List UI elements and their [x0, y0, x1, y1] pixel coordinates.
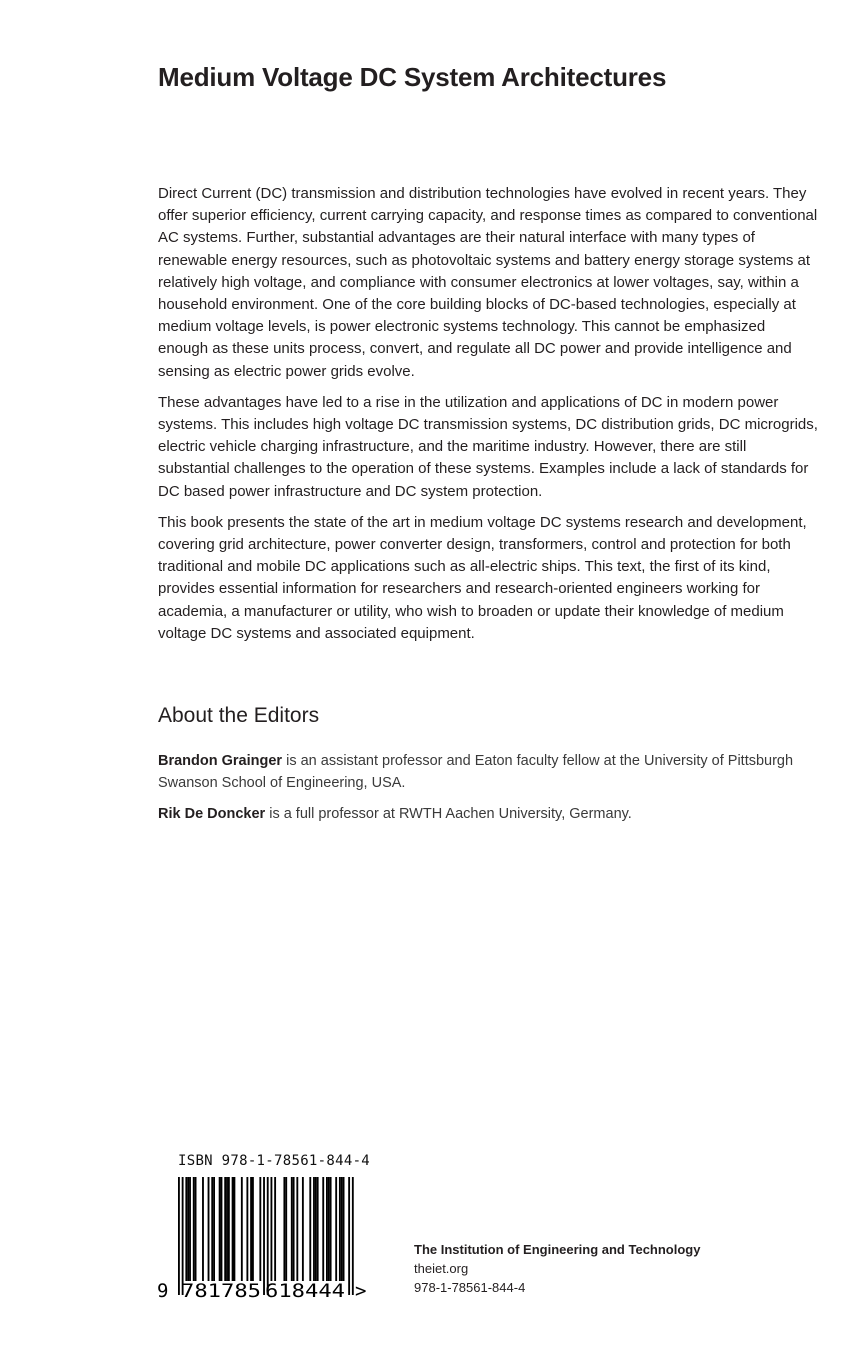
barcode-bar — [259, 1177, 261, 1281]
editors-heading: About the Editors — [158, 704, 320, 727]
barcode-bar — [343, 1177, 345, 1281]
description-paragraph: These advantages have led to a rise in the utilization and applications of DC in modern power systems. This includes high voltage DC transmission systems, DC distribution grids, DC microgrids, electric vehicle charging infrastructure, and the maritime industry. However, there are still substantial challenges to the operation of these systems. Examples include a lack of standards for DC based power infrastructure and DC system protection. — [158, 393, 818, 500]
barcode-digits-left: 781785 — [181, 1280, 261, 1302]
editor-bio: is an assistant professor and Eaton faculty fellow at the University of Pittsburgh Swanson School of Engineering, USA. — [158, 753, 794, 791]
barcode-digits-right: 618444 — [265, 1280, 345, 1302]
barcode-bar — [341, 1177, 343, 1281]
book-title: Medium Voltage DC System Architectures — [158, 62, 667, 92]
barcode-bar — [250, 1177, 252, 1281]
barcode-bar — [228, 1177, 230, 1281]
barcode-bar — [202, 1177, 204, 1281]
barcode-bar — [339, 1177, 341, 1281]
barcode-bar — [271, 1177, 273, 1281]
barcode-bar — [221, 1177, 223, 1281]
barcode-bar — [219, 1177, 221, 1281]
barcode-bar — [315, 1177, 317, 1281]
barcode-bar — [313, 1177, 315, 1281]
barcode-bar — [241, 1177, 243, 1281]
barcode-bar — [348, 1177, 350, 1295]
editor-entry — [158, 803, 798, 825]
barcode-quiet-mark: > — [355, 1280, 367, 1302]
barcode-bar — [285, 1177, 287, 1281]
book-description — [158, 183, 818, 654]
barcode-bar — [309, 1177, 311, 1281]
description-paragraph: Direct Current (DC) transmission and distribution technologies have evolved in recent years. They offer superior efficiency, current carrying capacity, and response times as compared to conventional AC systems. Further, substantial advantages are their natural interface with many types of renewable energy resources, such as photovoltaic systems and battery energy storage systems at relatively high voltage, and compliance with consumer electronics at lower voltages, say, within a household environment. One of the core building blocks of DC-based technologies, especially at medium voltage levels, is power electronic systems technology. This cannot be emphasized enough as these units process, convert, and regulate all DC power and provide intelligence and sensing as electric power grids evolve. — [158, 185, 818, 380]
barcode-bar — [302, 1177, 304, 1281]
editor-bio: is a full professor at RWTH Aachen University, Germany. — [265, 806, 632, 822]
barcode-bar — [291, 1177, 293, 1281]
isbn-label: ISBN 978-1-78561-844-4 — [178, 1153, 371, 1169]
publisher-name: The Institution of Engineering and Technology — [414, 1242, 701, 1257]
barcode-bar — [211, 1177, 213, 1281]
publisher-block — [414, 1240, 700, 1297]
barcode-bar — [293, 1177, 295, 1281]
barcode-bar — [187, 1177, 189, 1281]
barcode-bar — [326, 1177, 328, 1281]
editor-entry — [158, 750, 798, 794]
barcode-bar — [195, 1177, 197, 1281]
barcode-bar — [335, 1177, 337, 1281]
editor-name: Rik De Doncker — [158, 806, 266, 822]
barcode-bar — [189, 1177, 191, 1281]
barcode-bar — [328, 1177, 330, 1281]
barcode-bar — [330, 1177, 332, 1281]
barcode-bar — [226, 1177, 228, 1281]
barcode-bar — [274, 1177, 276, 1281]
barcode-bar — [178, 1177, 180, 1295]
barcode-bar — [213, 1177, 215, 1281]
barcode-bar — [322, 1177, 324, 1281]
barcode-bar — [267, 1177, 269, 1295]
barcode-bar — [317, 1177, 319, 1281]
barcode-bar — [224, 1177, 226, 1281]
barcode-bar — [185, 1177, 187, 1281]
description-paragraph: This book presents the state of the art in medium voltage DC systems research and development, covering grid architecture, power converter design, transformers, control and protection for both traditional and mobile DC applications such as all-electric ships. This text, the first of its kind, provides essential information for researchers and research-oriented engineers working for academia, a manufacturer or utility, who wish to broaden or update their knowledge of medium voltage DC systems and associated equipment. — [158, 513, 807, 642]
editor-name: Brandon Grainger — [158, 753, 283, 769]
publisher-isbn: 978-1-78561-844-4 — [414, 1280, 526, 1295]
barcode-bar — [283, 1177, 285, 1281]
barcode-bar — [352, 1177, 354, 1295]
barcode-bar — [296, 1177, 298, 1281]
barcode-bar — [182, 1177, 184, 1295]
barcode-bar — [246, 1177, 248, 1281]
barcode-bar — [234, 1177, 236, 1281]
publisher-website: theiet.org — [414, 1261, 469, 1276]
isbn-barcode — [157, 1173, 374, 1303]
barcode-bar — [232, 1177, 234, 1281]
barcode-bar — [263, 1177, 265, 1295]
barcode-bar — [193, 1177, 195, 1281]
barcode-digit-lead: 9 — [157, 1280, 169, 1302]
barcode-bar — [208, 1177, 210, 1281]
barcode-bar — [252, 1177, 254, 1281]
editors-section — [158, 750, 798, 834]
